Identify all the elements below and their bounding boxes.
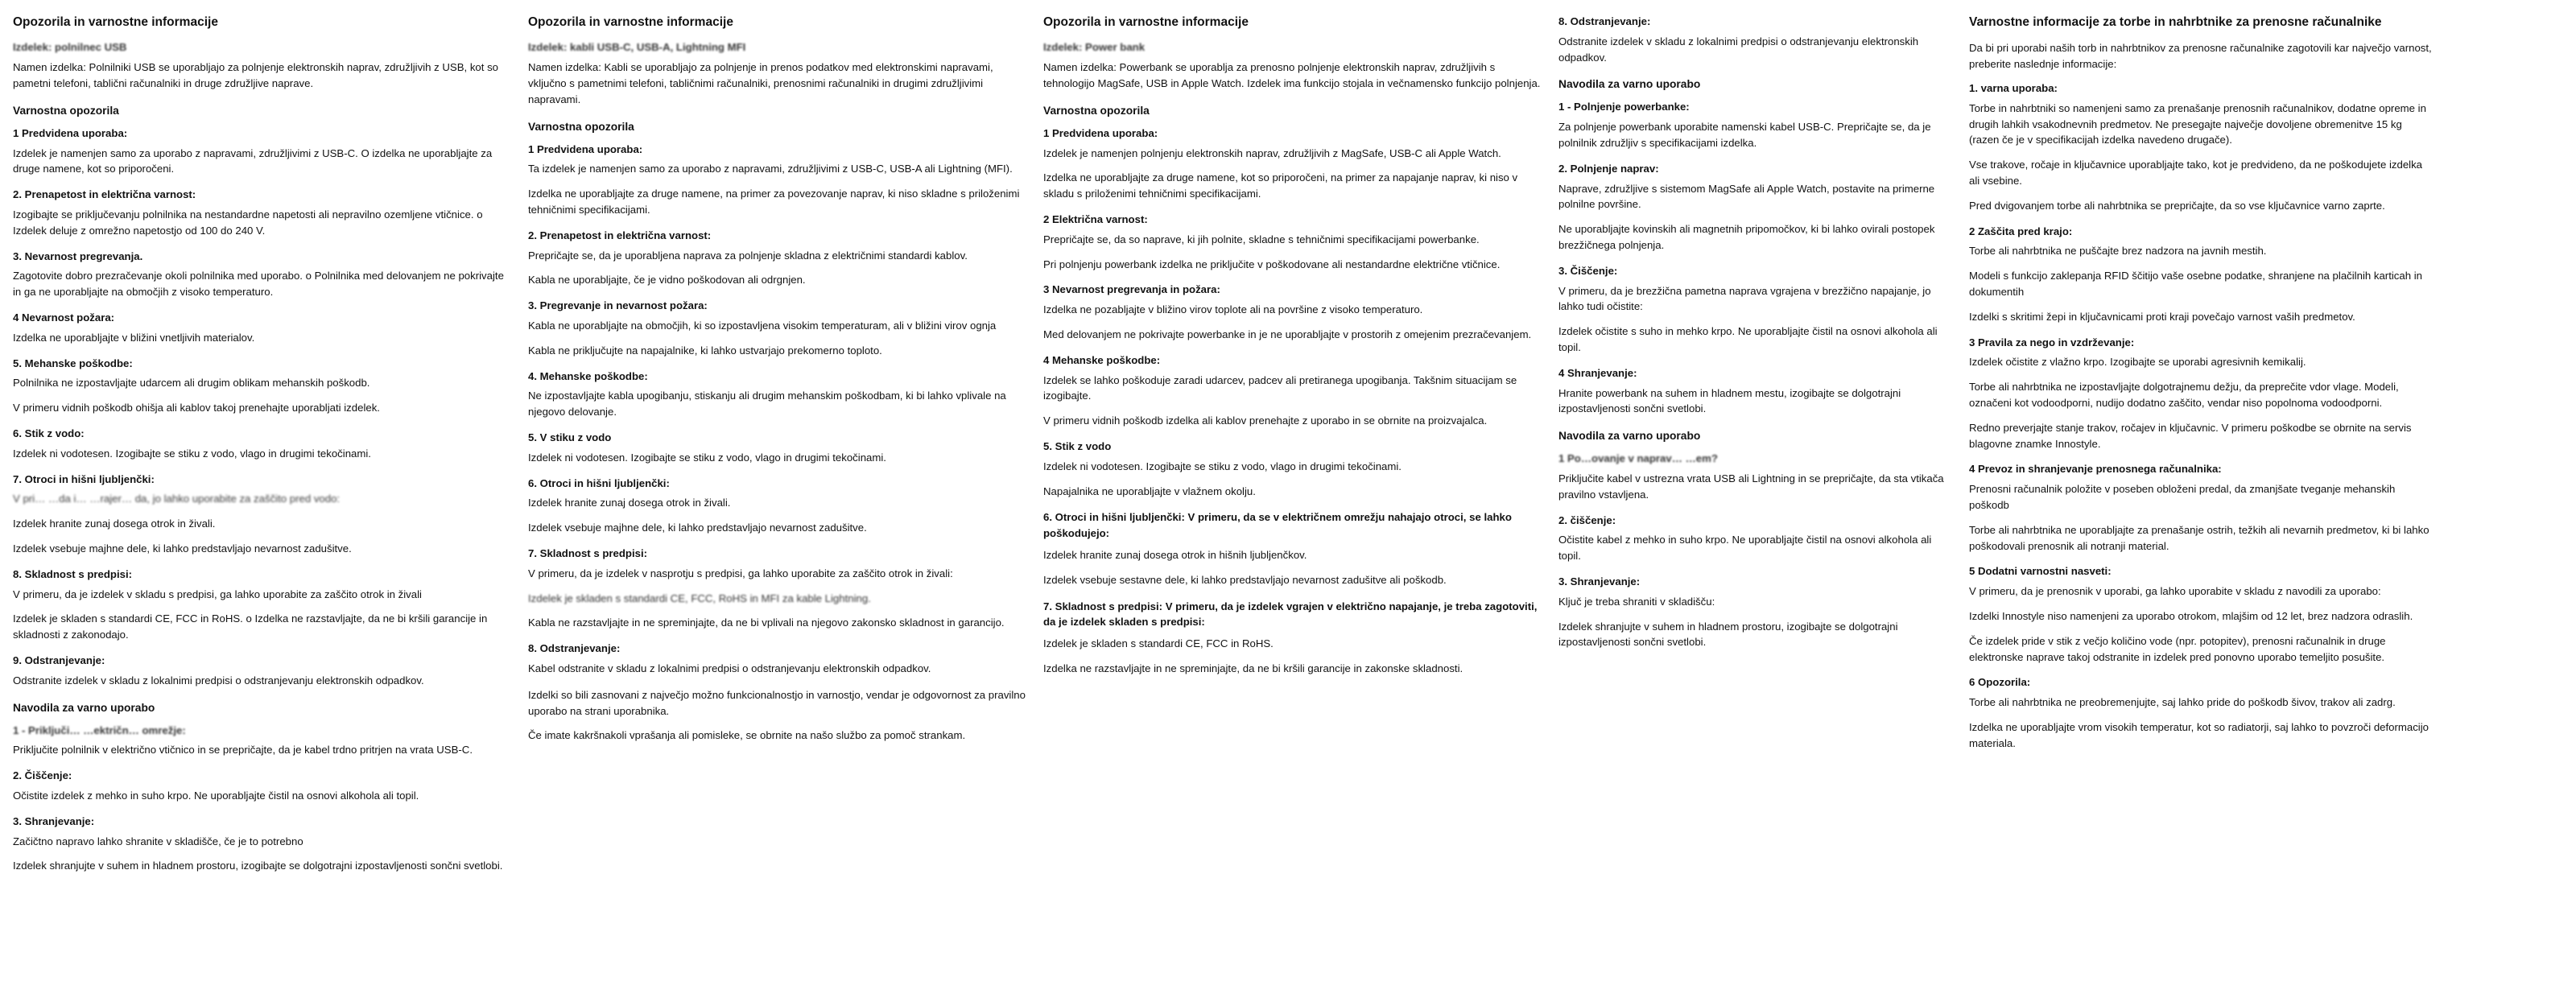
warning-item [1043, 282, 1541, 342]
warning-item [13, 126, 510, 177]
warning-item [13, 653, 510, 689]
warning-text: Izdelek ni vodotesen. Izogibajte se stiku z vodo, vlago in drugimi tekočinami. [13, 447, 371, 460]
warning-label: 1 Predvidena uporaba: [1043, 126, 1158, 139]
warning-item [528, 431, 1026, 466]
warning-label: 5. Mehanske poškodbe: [13, 357, 133, 369]
column-powerbank-usage [1558, 14, 1969, 1006]
warnings-heading: Varnostna opozorila [1043, 104, 1150, 117]
usage-text: Priključite kabel v ustrezna vrata USB ali Lightning in se prepričajte, da sta vtikača pravilno vstavljena. [1558, 472, 1944, 501]
usage-label: 3. Shranjevanje: [13, 814, 95, 827]
warning-text: Izdelka ne uporabljajte za druge namene, kot so priporočeni, na primer za napajanje naprav, ki niso v skladu s priloženimi tehničnimi specifikacijami. [1043, 171, 1518, 200]
warning-item [1558, 14, 1951, 65]
warning-label: 6 Opozorila: [1969, 676, 2031, 689]
warning-label: 5. Stik z vodo [1043, 440, 1112, 452]
warning-text: Kabla ne priključujte na napajalnike, ki lahko ustvarjajo prekomerno toploto. [528, 344, 882, 357]
usage-item [1558, 575, 1951, 650]
warning-text: Polnilnika ne izpostavljajte udarcem ali drugim oblikam mehanskih poškodb. [13, 377, 370, 390]
warning-label: 3. Pregrevanje in nevarnost požara: [528, 299, 708, 312]
warning-text: Izdelek vsebuje majhne dele, ki lahko predstavljajo nevarnost zadušitve. [13, 542, 352, 555]
warning-item [13, 357, 510, 416]
usage-text: Izdelek shranjujte v suhem in hladnem prostoru, izogibajte se dolgotrajni izpostavljenosti sončni svetlobi. [13, 860, 503, 872]
warning-text: V primeru vidnih poškodb izdelka ali kablov prenehajte z uporabo in se obrnite na proizvajalca. [1043, 414, 1488, 427]
product-label: Izdelek: kabli USB-C, USB-A, Lightning MFI [528, 41, 746, 54]
column-charger [13, 14, 528, 1006]
warning-text: Odstranite izdelek v skladu z lokalnimi predpisi o odstranjevanju elektronskih odpadkov. [1558, 35, 1919, 64]
warnings-heading: Varnostna opozorila [528, 120, 634, 133]
warning-item [1043, 599, 1541, 677]
usage-text: Izdelek shranjujte v suhem in hladnem prostoru, izogibajte se dolgotrajni izpostavljenosti sončni svetlobi. [1558, 620, 1898, 649]
warning-text: Izdelka ne uporabljajte za druge namene, na primer za povezovanje naprav, ki niso skladne s priloženimi tehničnimi specifikacijami. [528, 188, 1020, 216]
warning-text: Prenosni računalnik položite v poseben obloženi predal, da zmanjšate tveganje mehanskih poškodb [1969, 483, 2396, 511]
usage-label: 2. Polnjenje naprav: [1558, 162, 1659, 175]
usage-item [1558, 100, 1951, 150]
warning-label: 6. Otroci in hišni ljubljenčki: V primeru, da se v električnem omrežju nahajajo otroci, se lahko poškodujejo: [1043, 511, 1512, 540]
usage-text: Očistite kabel z mehko in suho krpo. Ne uporabljajte čistil na osnovi alkohola ali topil. [1558, 534, 1932, 563]
column-cables [528, 14, 1043, 1006]
usage-text: Izdelek očistite s suho in mehko krpo. Ne uporabljajte čistil na osnovi alkohola ali topil. [1558, 325, 1938, 354]
warning-label: 5 Dodatni varnostni nasveti: [1969, 565, 2112, 578]
warning-item [13, 188, 510, 238]
warning-text: V primeru, da je izdelek v nasprotju s predpisi, ga lahko uporabite za zaščito otrok in živali: [528, 567, 953, 579]
warning-text: Torbe ali nahrbtnika ne izpostavljajte dolgotrajnemu dežju, da preprečite vdor vlage. Modeli, označeni kot vodoodporni, nudijo dodatno zaščito, vendar niso popolnoma vodoodporni. [1969, 381, 2399, 409]
warning-item [1969, 564, 2434, 665]
warning-label: 8. Skladnost s predpisi: [13, 567, 133, 580]
warning-item [1969, 225, 2434, 325]
warning-text: Izdelek je skladen s standardi CE, FCC, RoHS in MFI za kable Lightning. [528, 592, 871, 604]
warning-item [1043, 353, 1541, 429]
usage-text: Ne uporabljajte kovinskih ali magnetnih pripomočkov, ki bi lahko ovirali postopek brezžičnega polnjenja. [1558, 223, 1935, 252]
usage-text: Ključ je treba shraniti v skladišču: [1558, 595, 1715, 608]
warning-text: Izdelek ni vodotesen. Izogibajte se stiku z vodo, vlago in drugimi tekočinami. [1043, 460, 1402, 472]
usage-item [1558, 366, 1951, 417]
product-purpose: Namen izdelka: Powerbank se uporablja za prenosno polnjenje elektronskih naprav, združljivih s tehnologijo MagSafe, USB in Apple Watch. Izdelek ima funkcijo stojala in večnamensko funkcijo polnjenja. [1043, 61, 1541, 89]
usage-text: Začičtno napravo lahko shranite v skladišče, če je to potrebno [13, 835, 303, 847]
warning-item [13, 567, 510, 643]
warning-item [13, 311, 510, 346]
warning-label: 2. Prenapetost in električna varnost: [528, 229, 712, 241]
warning-label: 8. Odstranjevanje: [1558, 15, 1651, 27]
warning-text: Izogibajte se priključevanju polnilnika na nestandardne napetosti ali nepravilno ozemljene vtičnice. o Izdelek deluje z omrežno napetostjo od 100 do 240 V. [13, 208, 483, 237]
warning-text: Izdelki Innostyle niso namenjeni za uporabo otrokom, mlajšim od 12 let, brez nadzora odraslih. [1969, 609, 2413, 622]
warning-text: Kabla ne razstavljajte in ne spreminjajte, da ne bi vplivali na njegovo zakonsko skladnost in garancijo. [528, 616, 1005, 629]
warning-label: 3 Nevarnost pregrevanja in požara: [1043, 283, 1220, 296]
usage-label: 1 Po…ovanje v naprav… …em? [1558, 452, 1718, 465]
usage-item [1558, 162, 1951, 254]
usage-text: V primeru, da je brezžična pametna naprava vgrajena v brezžično napajanje, jo lahko tudi očistite: [1558, 284, 1931, 313]
warning-label: 2 Zaščita pred krajo: [1969, 225, 2073, 237]
warning-text: Kabla ne uporabljajte na območjih, ki so izpostavljena visokim temperaturam, ali v bližini virov ognja [528, 320, 997, 332]
warning-item [528, 369, 1026, 420]
warning-label: 2 Električna varnost: [1043, 212, 1148, 225]
warnings-heading: Varnostna opozorila [13, 104, 119, 117]
warning-text: Izdelek je skladen s standardi CE, FCC in RoHS. o Izdelka ne razstavljajte, da ne bi kršili garancije in skladnosti z zakonodajo. [13, 612, 488, 641]
warning-item [13, 249, 510, 300]
warning-text: Izdelka ne pozabljajte v bližino virov toplote ali na površine z visoko temperaturo. [1043, 303, 1423, 316]
warning-label: 3 Pravila za nego in vzdrževanje: [1969, 336, 2135, 348]
warning-item [528, 546, 1026, 631]
column-bags [1969, 14, 2452, 1006]
product-purpose: Namen izdelka: Polnilniki USB se uporabljajo za polnjenje elektronskih naprav, združljivih z USB, kot so pametni telefoni, tablični računalniki in druge združljive naprave. [13, 61, 499, 89]
usage-text: Priključite polnilnik v električno vtičnico in se prepričajte, da je kabel trdno pritrjen na vrata USB-C. [13, 744, 473, 757]
product-label: Izdelek: polnilnec USB [13, 41, 127, 54]
warning-text: Izdelek vsebuje sestavne dele, ki lahko predstavljajo nevarnost zadušitve ali poškodb. [1043, 573, 1447, 586]
warning-text: Izdelek hranite zunaj dosega otrok in živali. [13, 517, 216, 530]
warning-label: 2. Prenapetost in električna varnost: [13, 188, 196, 201]
warning-label: 9. Odstranjevanje: [13, 654, 105, 667]
footer-note: Če imate kakršnakoli vprašanja ali pomisleke, se obrnite na našo službo za pomoč strankam. [528, 729, 966, 742]
section-title: Varnostne informacije za torbe in nahrbtnike za prenosne računalnike [1969, 15, 2382, 29]
warning-item [1043, 509, 1541, 588]
warning-item [13, 472, 510, 557]
warning-label: 6. Stik z vodo: [13, 427, 85, 440]
usage-text: Hranite powerbank na suhem in hladnem mestu, izogibajte se dolgotrajni izpostavljenosti sončni svetlobi. [1558, 386, 1901, 415]
warning-item [1969, 462, 2434, 554]
warning-text: Izdelka ne uporabljajte v bližini vnetljivih materialov. [13, 331, 255, 344]
warning-text: Med delovanjem ne pokrivajte powerbanke in je ne uporabljajte v prostorih z omejenim prezračevanjem. [1043, 328, 1532, 340]
usage-item [13, 724, 510, 759]
warning-label: 4 Mehanske poškodbe: [1043, 353, 1161, 366]
warning-text: Torbe ali nahrbtnika ne uporabljajte za prenašanje ostrih, težkih ali nevarnih predmetov, ki bi lahko poškodovali prenosnik ali notranji material. [1969, 523, 2429, 552]
footer-note: Izdelki so bili zasnovani z največjo možno funkcionalnostjo in varnostjo, vendar je odgovornost za pravilno uporabo na strani uporabnika. [528, 688, 1026, 717]
usage-text: Naprave, združljive s sistemom MagSafe ali Apple Watch, postavite na primerne polnilne površine. [1558, 182, 1935, 211]
usage-item [13, 814, 510, 874]
warning-text: Torbe in nahrbtniki so namenjeni samo za prenašanje prenosnih računalnikov, dodatne opreme in drugih lahkih vsakodnevnih predmetov. Ne presegajte največje dovoljene obremenitve 15 kg (razen če je v specifikacijah izdelka navedeno drugače). [1969, 101, 2426, 146]
warning-text: Izdelek hranite zunaj dosega otrok in hišnih ljubljenčkov. [1043, 549, 1307, 561]
section-title: Opozorila in varnostne informacije [1043, 15, 1249, 29]
warning-text: Zagotovite dobro prezračevanje okoli polnilnika med uporabo. o Polnilnika med delovanjem ne pokrivajte in ga ne uporabljajte na območjih z visoko temperaturo. [13, 270, 504, 299]
warning-item [1043, 439, 1541, 499]
warning-label: 3. Nevarnost pregrevanja. [13, 249, 143, 262]
warning-text: Izdelek je skladen s standardi CE, FCC in RoHS. [1043, 637, 1274, 650]
warning-text: Vse trakove, ročaje in ključavnice uporabljajte tako, kot je predvideno, da ne poškodujete izdelka ali vsebine. [1969, 159, 2423, 187]
usage-label: 1 - Polnjenje powerbanke: [1558, 101, 1690, 113]
warning-item [13, 427, 510, 462]
warning-text: Redno preverjajte stanje trakov, ročajev in ključavnic. V primeru poškodbe se obrnite na servis blagovne znamke Innostyle. [1969, 421, 2412, 450]
column-powerbank [1043, 14, 1558, 1006]
warning-item [528, 142, 1026, 218]
usage-label: 4 Shranjevanje: [1558, 366, 1637, 379]
warning-text: Kabel odstranite v skladu z lokalnimi predpisi o odstranjevanju elektronskih odpadkov. [528, 662, 931, 675]
usage-item [1558, 264, 1951, 356]
warning-text: V pri… …da i… …rajer… da, jo lahko uporabite za zaščito pred vodo: [13, 493, 341, 505]
warning-item [1043, 126, 1541, 202]
warning-label: 1 Predvidena uporaba: [528, 142, 643, 155]
warning-text: Torbe ali nahrbtnika ne preobremenjujte, saj lahko pride do poškodb šivov, trakov ali zadrg. [1969, 696, 2396, 709]
warning-text: Pri polnjenju powerbank izdelka ne priključite v poškodovane ali nestandardne električne vtičnice. [1043, 258, 1501, 270]
warning-text: Izdelka ne razstavljajte in ne spreminjajte, da ne bi kršili garancije in zakonske skladnosti. [1043, 662, 1463, 674]
warning-text: Ta izdelek je namenjen samo za uporabo z napravami, združljivimi z USB-C, USB-A ali Lightning (MFI). [528, 163, 1013, 175]
warning-text: V primeru, da je prenosnik v uporabi, ga lahko uporabite v skladu z navodili za uporabo: [1969, 585, 2381, 598]
usage-heading-secondary: Navodila za varno uporabo [1558, 430, 1701, 443]
usage-label: 2. čiščenje: [1558, 513, 1616, 526]
warning-label: 1. varna uporaba: [1969, 81, 2058, 94]
warning-text: Izdelek hranite zunaj dosega otrok in živali. [528, 497, 731, 509]
usage-heading: Navodila za varno uporabo [1558, 78, 1701, 91]
warning-label: 7. Skladnost s predpisi: [528, 547, 648, 560]
warning-label: 1 Predvidena uporaba: [13, 126, 128, 139]
warning-text: Ne izpostavljajte kabla upogibanju, stiskanju ali drugim mehanskim poškodbam, ki bi lahko vplivale na njegovo delovanje. [528, 390, 1006, 418]
warning-text: Torbe ali nahrbtnika ne puščajte brez nadzora na javnih mestih. [1969, 245, 2267, 258]
usage-text: Za polnjenje powerbank uporabite namenski kabel USB-C. Prepričajte se, da je polnilnik združljiv s specifikacijami izdelka. [1558, 121, 1931, 150]
warning-label: 8. Odstranjevanje: [528, 642, 621, 655]
warning-item [528, 299, 1026, 358]
warning-text: Izdelek vsebuje majhne dele, ki lahko predstavljajo nevarnost zadušitve. [528, 522, 867, 534]
warning-label: 7. Skladnost s predpisi: V primeru, da je izdelek vgrajen v električno napajanje, je treba zagotoviti, da je izdelek skladen s predpisi: [1043, 600, 1538, 629]
warning-label: 7. Otroci in hišni ljubljenčki: [13, 472, 155, 485]
warning-text: Modeli s funkcijo zaklepanja RFID ščitijo vaše osebne podatke, shranjene na plačilnih karticah in dokumentih [1969, 270, 2422, 298]
warning-item [528, 476, 1026, 536]
usage-item [1558, 451, 1951, 502]
warning-text: Izdelek ni vodotesen. Izogibajte se stiku z vodo, vlago in drugimi tekočinami. [528, 451, 886, 464]
section-title: Opozorila in varnostne informacije [528, 15, 733, 29]
warning-label: 4. Mehanske poškodbe: [528, 369, 648, 382]
warning-text: Prepričajte se, da so naprave, ki jih polnite, skladne s tehničnimi specifikacijami powerbanke. [1043, 233, 1480, 245]
warning-text: Izdelek je namenjen samo za uporabo z napravami, združljivimi z USB-C. O izdelka ne uporabljajte za druge namene, kot so priporočeni. [13, 146, 493, 175]
warning-text: Napajalnika ne uporabljajte v vlažnem okolju. [1043, 484, 1256, 497]
usage-label: 2. Čiščenje: [13, 769, 72, 782]
warning-text: Izdelek očistite z vlažno krpo. Izogibajte se uporabi agresivnih kemikalij. [1969, 356, 2306, 369]
warning-text: Prepričajte se, da je uporabljena naprava za polnjenje skladna z električnimi standardi kablov. [528, 249, 968, 262]
warning-text: Kabla ne uporabljajte, če je vidno poškodovan ali odrgnjen. [528, 274, 806, 287]
usage-text: Očistite izdelek z mehko in suho krpo. Ne uporabljajte čistil na osnovi alkohola ali topil. [13, 790, 419, 802]
warning-item [1969, 675, 2434, 751]
warning-label: 6. Otroci in hišni ljubljenčki: [528, 476, 670, 489]
usage-item [13, 769, 510, 804]
warning-item [1043, 212, 1541, 272]
warning-text: Izdelek je namenjen polnjenju elektronskih naprav, združljivih z MagSafe, USB-C ali Apple Watch. [1043, 146, 1501, 159]
product-label: Izdelek: Power bank [1043, 41, 1146, 54]
usage-label: 3. Shranjevanje: [1558, 575, 1641, 588]
warning-text: Izdelki s skritimi žepi in ključavnicami proti kraji povečajo varnost vaših predmetov. [1969, 310, 2355, 323]
section-title: Opozorila in varnostne informacije [13, 15, 218, 29]
warning-text: Izdelka ne uporabljajte vrom visokih temperatur, kot so radiatorji, saj lahko to povzroči deformacijo materiala. [1969, 720, 2429, 749]
usage-heading: Navodila za varno uporabo [13, 701, 155, 714]
warning-text: Izdelek se lahko poškoduje zaradi udarcev, padcev ali pretiranega upogibanja. Takšnim situacijam se izogibajte. [1043, 373, 1517, 402]
usage-label: 3. Čiščenje: [1558, 264, 1618, 277]
warning-text: V primeru vidnih poškodb ohišja ali kablov takoj prenehajte uporabljati izdelek. [13, 402, 380, 414]
warning-label: 4 Nevarnost požara: [13, 311, 115, 324]
warning-item [528, 641, 1026, 677]
warning-item [528, 229, 1026, 288]
warning-text: Odstranite izdelek v skladu z lokalnimi predpisi o odstranjevanju elektronskih odpadkov. [13, 674, 424, 686]
warning-item [1969, 336, 2434, 452]
warning-label: 4 Prevoz in shranjevanje prenosnega računalnika: [1969, 463, 2222, 476]
product-purpose: Namen izdelka: Kabli se uporabljajo za polnjenje in prenos podatkov med elektronskimi napravami, vključno s pametnimi telefoni, tabličnimi računalniki, prenosnimi računalniki in drugimi združljivimi napravami. [528, 61, 993, 105]
warning-label: 5. V stiku z vodo [528, 431, 612, 443]
warning-item [1969, 81, 2434, 214]
warning-text: V primeru, da je izdelek v skladu s predpisi, ga lahko uporabite za zaščito otrok in živali [13, 588, 422, 600]
usage-item [1558, 513, 1951, 564]
warning-text: Če izdelek pride v stik z večjo količino vode (npr. potopitev), prenosni računalnik in druge elektronske naprave takoj odstranite in izdelek pred ponovno uporabo temeljito posušite. [1969, 634, 2386, 663]
warning-text: Pred dvigovanjem torbe ali nahrbtnika se prepričajte, da so vse ključavnice varno zaprte. [1969, 199, 2385, 212]
section-intro: Da bi pri uporabi naših torb in nahrbtnikov za prenosne računalnike zagotovili kar največjo varnost, preberite naslednje informacije: [1969, 42, 2432, 71]
usage-label: 1 - Priključi… …ektričn… omrežje: [13, 724, 186, 736]
